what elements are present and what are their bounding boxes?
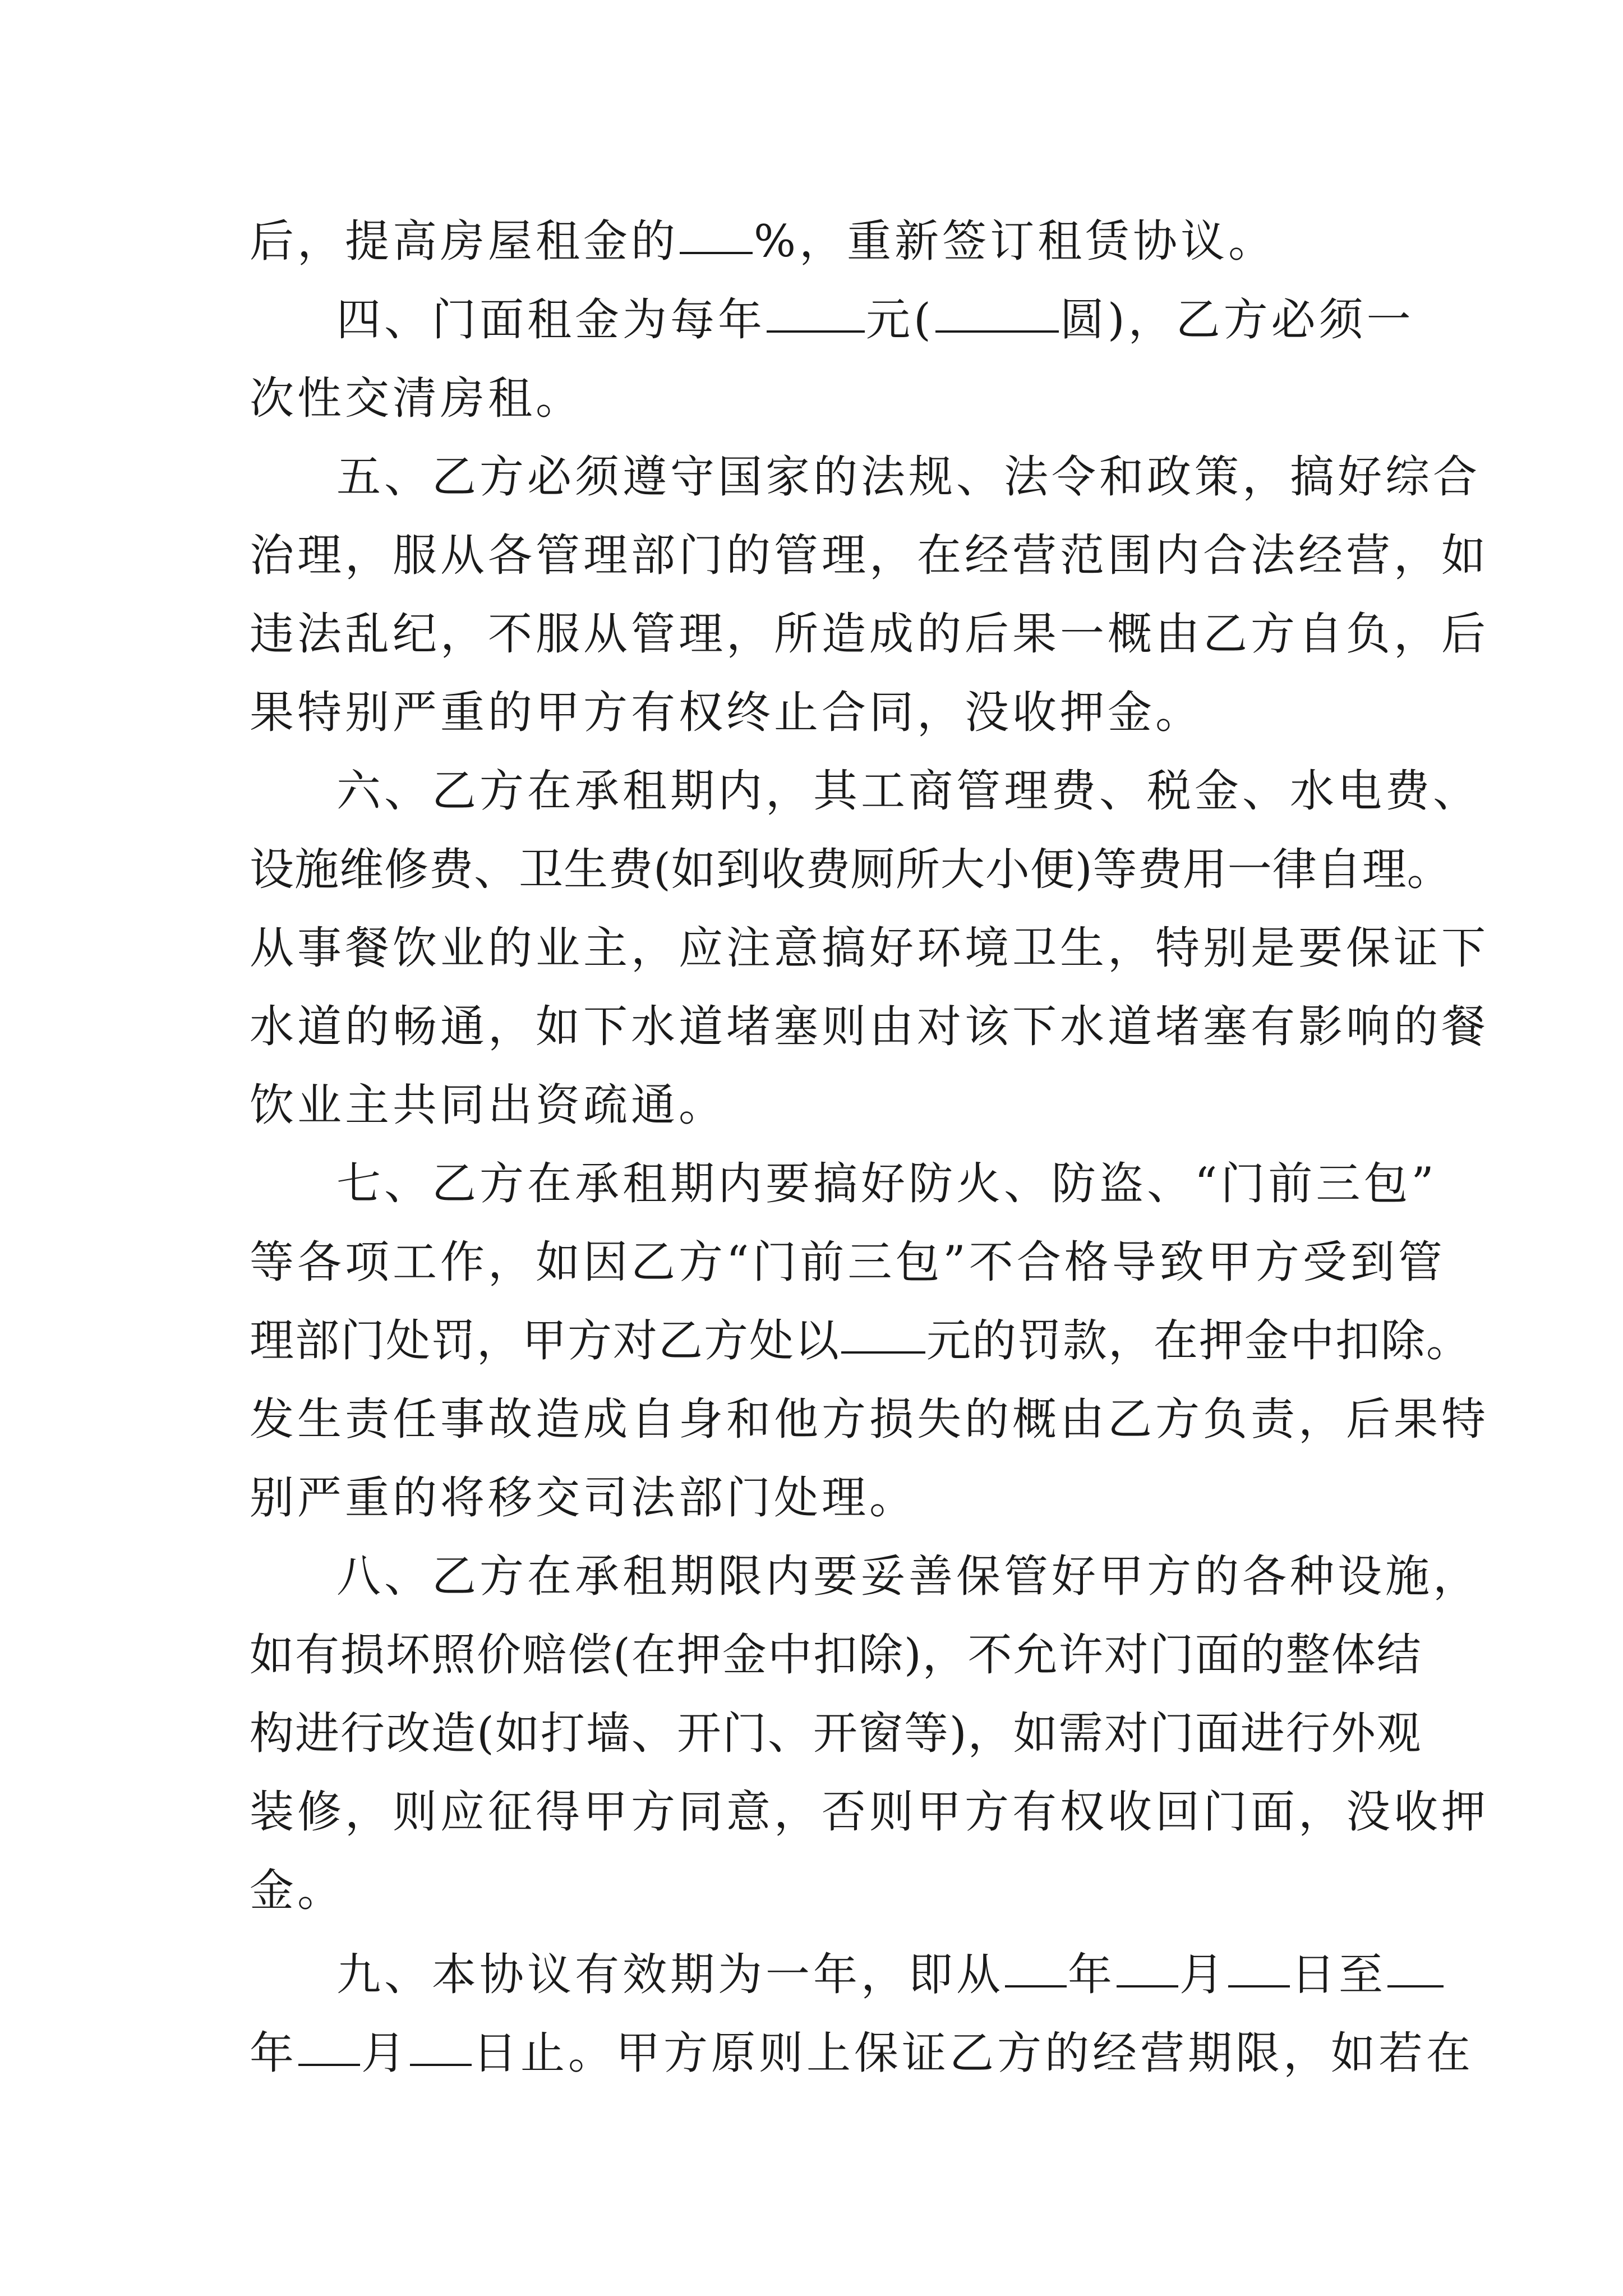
text-line: 九、本协议有效期为一年，即从 年 月 日至 xyxy=(336,1927,1385,2022)
blank-field xyxy=(1005,1983,1067,1987)
text-line: 等各项工作，如因乙方“门前三包”不合格导致甲方受到管 xyxy=(250,1236,1446,1288)
text-line: 年 月 日止。甲方原则上保证乙方的经营期限，如若在 xyxy=(250,2027,1474,2079)
text-line: 水道的畅通，如下水道堵塞则由对该下水道堵塞有影响的餐 xyxy=(250,1001,1489,1052)
text-line: 治理，服从各管理部门的管理，在经营范围内合法经营，如 xyxy=(250,530,1489,581)
blank-field xyxy=(767,328,865,333)
blank-field xyxy=(298,2062,360,2066)
text-line: 构进行改造(如打墙、开门、开窗等)，如需对门面进行外观 xyxy=(250,1708,1422,1759)
blank-field xyxy=(1228,1983,1290,1987)
text-line: 别严重的将移交司法部门处理。 xyxy=(250,1472,917,1524)
text-line: 装修，则应征得甲方同意，否则甲方有权收回门面，没收押 xyxy=(250,1786,1489,1838)
text-line: 违法乱纪，不服从管理，所造成的后果一概由乙方自负，后 xyxy=(250,608,1489,660)
text-line: 七、乙方在承租期内要搞好防火、防盗、“门前三包” xyxy=(336,1158,1437,1209)
text-line: 从事餐饮业的业主，应注意搞好环境卫生，特别是要保证下 xyxy=(250,922,1489,974)
text-line: 发生责任事故造成自身和他方损失的概由乙方负责，后果特 xyxy=(250,1393,1489,1445)
text-line: 金。 xyxy=(250,1865,345,1916)
text-line: 理部门处罚，甲方对乙方处以 元的罚款，在押金中扣除。 xyxy=(250,1315,1472,1366)
blank-field xyxy=(1387,1983,1444,1987)
text-line: 如有损坏照价赔偿(在押金中扣除)，不允许对门面的整体结 xyxy=(250,1629,1422,1681)
text-line: 后，提高房屋租金的 %，重新签订租赁协议。 xyxy=(250,215,1276,267)
text-line: 饮业主共同出资疏通。 xyxy=(250,1079,726,1131)
blank-field xyxy=(841,1349,925,1354)
text-line: 五、乙方必须遵守国家的法规、法令和政策，搞好综合 xyxy=(336,451,1481,503)
text-line: 四、门面租金为每年 元( 圆)，乙方必须一 xyxy=(336,294,1414,346)
text-line: 果特别严重的甲方有权终止合同，没收押金。 xyxy=(250,687,1203,738)
text-line: 次性交清房租。 xyxy=(250,372,583,424)
blank-field xyxy=(410,2062,472,2066)
text-line: 六、乙方在承租期内，其工商管理费、税金、水电费、 xyxy=(336,765,1481,817)
blank-field xyxy=(935,328,1059,333)
text-line: 八、乙方在承租期限内要妥善保管好甲方的各种设施， xyxy=(336,1550,1481,1602)
blank-field xyxy=(680,250,753,254)
text-line: 设施维修费、卫生费(如到收费厕所大小便)等费用一律自理。 xyxy=(250,844,1452,895)
blank-field xyxy=(1117,1983,1178,1987)
